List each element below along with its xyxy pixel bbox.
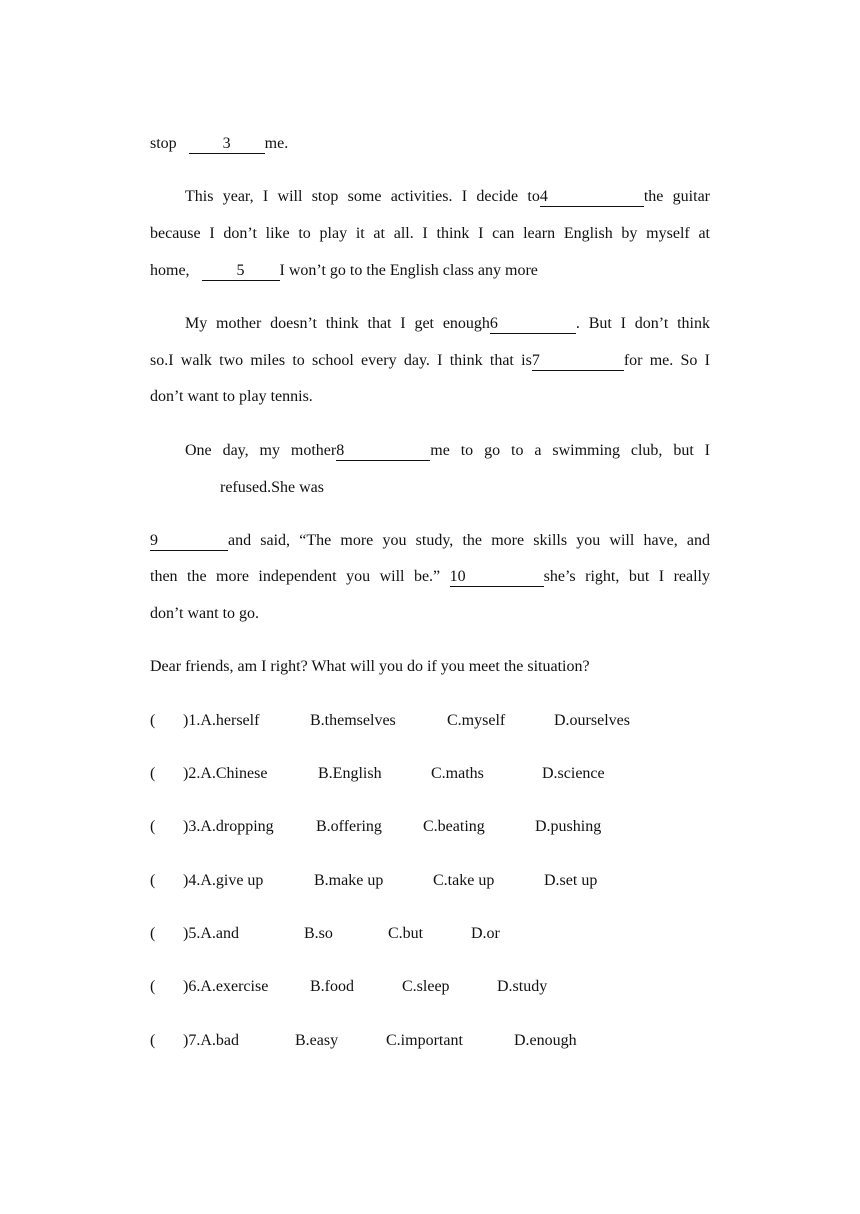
blank-10: 10	[450, 568, 544, 587]
text-fragment: then the more independent you will be.”	[150, 568, 450, 585]
passage-line-10	[150, 531, 710, 551]
passage-line-3	[150, 224, 710, 244]
text-fragment: refused.She was	[220, 479, 324, 496]
option-b: B.English	[318, 765, 382, 782]
option-a: )1.A.herself	[183, 712, 260, 729]
answer-paren[interactable]: (	[150, 925, 156, 942]
option-b: B.offering	[316, 818, 382, 835]
blank-9: 9	[150, 532, 228, 551]
passage-line-13	[150, 657, 590, 677]
option-b: B.themselves	[310, 712, 396, 729]
text-fragment: don’t want to play tennis.	[150, 388, 313, 405]
option-c: C.maths	[431, 765, 484, 782]
passage-line-8	[185, 441, 710, 461]
text-fragment: Dear friends, am I right? What will you do if you meet the situation?	[150, 658, 590, 675]
text-fragment: and said, “The more you study, the more skills you will have, and	[228, 532, 710, 549]
option-b: B.make up	[314, 872, 384, 889]
option-a: )2.A.Chinese	[183, 765, 268, 782]
option-c: C.take up	[433, 872, 495, 889]
text-fragment: because I don’t like to play it at all. I think I can learn English by myself at	[150, 225, 710, 242]
blank-8: 8	[336, 442, 430, 461]
option-d: D.ourselves	[554, 712, 630, 729]
answer-paren[interactable]: (	[150, 818, 156, 835]
blank-7: 7	[532, 352, 624, 371]
answer-paren[interactable]: (	[150, 872, 156, 889]
passage-line-1	[150, 134, 288, 154]
passage-line-11	[150, 567, 710, 587]
passage-line-12	[150, 604, 259, 624]
blank-3: 3	[189, 135, 265, 154]
text-fragment: she’s right, but I really	[543, 568, 710, 585]
option-b: B.easy	[295, 1032, 339, 1049]
text-fragment: the guitar	[643, 188, 710, 205]
text-fragment: don’t want to go.	[150, 605, 260, 622]
text-fragment: This year, I will stop some activities. I decide to	[185, 188, 540, 205]
option-a: )7.A.bad	[183, 1032, 239, 1049]
text-fragment: me to go to a swimming club, but I	[430, 442, 711, 459]
option-a: )4.A.give up	[183, 872, 264, 889]
answer-paren[interactable]: (	[150, 712, 156, 729]
passage-line-7	[150, 387, 313, 407]
text-fragment: me.	[264, 135, 289, 152]
text-fragment: for me. So I	[623, 352, 711, 369]
option-b: B.so	[304, 925, 333, 942]
passage-line-5	[185, 314, 710, 334]
passage-line-4	[150, 261, 538, 281]
option-c: C.sleep	[402, 978, 450, 995]
passage-line-2	[185, 187, 710, 207]
option-c: C.important	[386, 1032, 463, 1049]
answer-paren[interactable]: (	[150, 978, 156, 995]
option-a: )6.A.exercise	[183, 978, 269, 995]
option-c: C.beating	[423, 818, 485, 835]
option-b: B.food	[310, 978, 354, 995]
text-fragment: home,	[150, 262, 194, 279]
option-d: D.set up	[544, 872, 598, 889]
text-fragment: stop	[150, 135, 181, 152]
answer-paren[interactable]: (	[150, 765, 156, 782]
text-fragment: so.I walk two miles to school every day. I think that is	[150, 352, 532, 369]
option-d: D.pushing	[535, 818, 602, 835]
blank-6: 6	[490, 315, 576, 334]
text-fragment: One day, my mother	[185, 442, 337, 459]
text-fragment: . But I don’t think	[575, 315, 710, 332]
passage-line-6	[150, 351, 710, 371]
blank-5: 5	[202, 262, 280, 281]
option-a: )3.A.dropping	[183, 818, 274, 835]
option-c: C.myself	[447, 712, 506, 729]
text-fragment: My mother doesn’t think that I get enough	[185, 315, 490, 332]
option-c: C.but	[388, 925, 424, 942]
option-d: D.enough	[514, 1032, 577, 1049]
text-fragment: I won’t go to the English class any more	[279, 262, 538, 279]
option-d: D.study	[497, 978, 548, 995]
option-d: D.science	[542, 765, 605, 782]
passage-line-9	[220, 478, 324, 498]
answer-paren[interactable]: (	[150, 1032, 156, 1049]
blank-4: 4	[540, 188, 644, 207]
option-d: D.or	[471, 925, 500, 942]
option-a: )5.A.and	[183, 925, 239, 942]
